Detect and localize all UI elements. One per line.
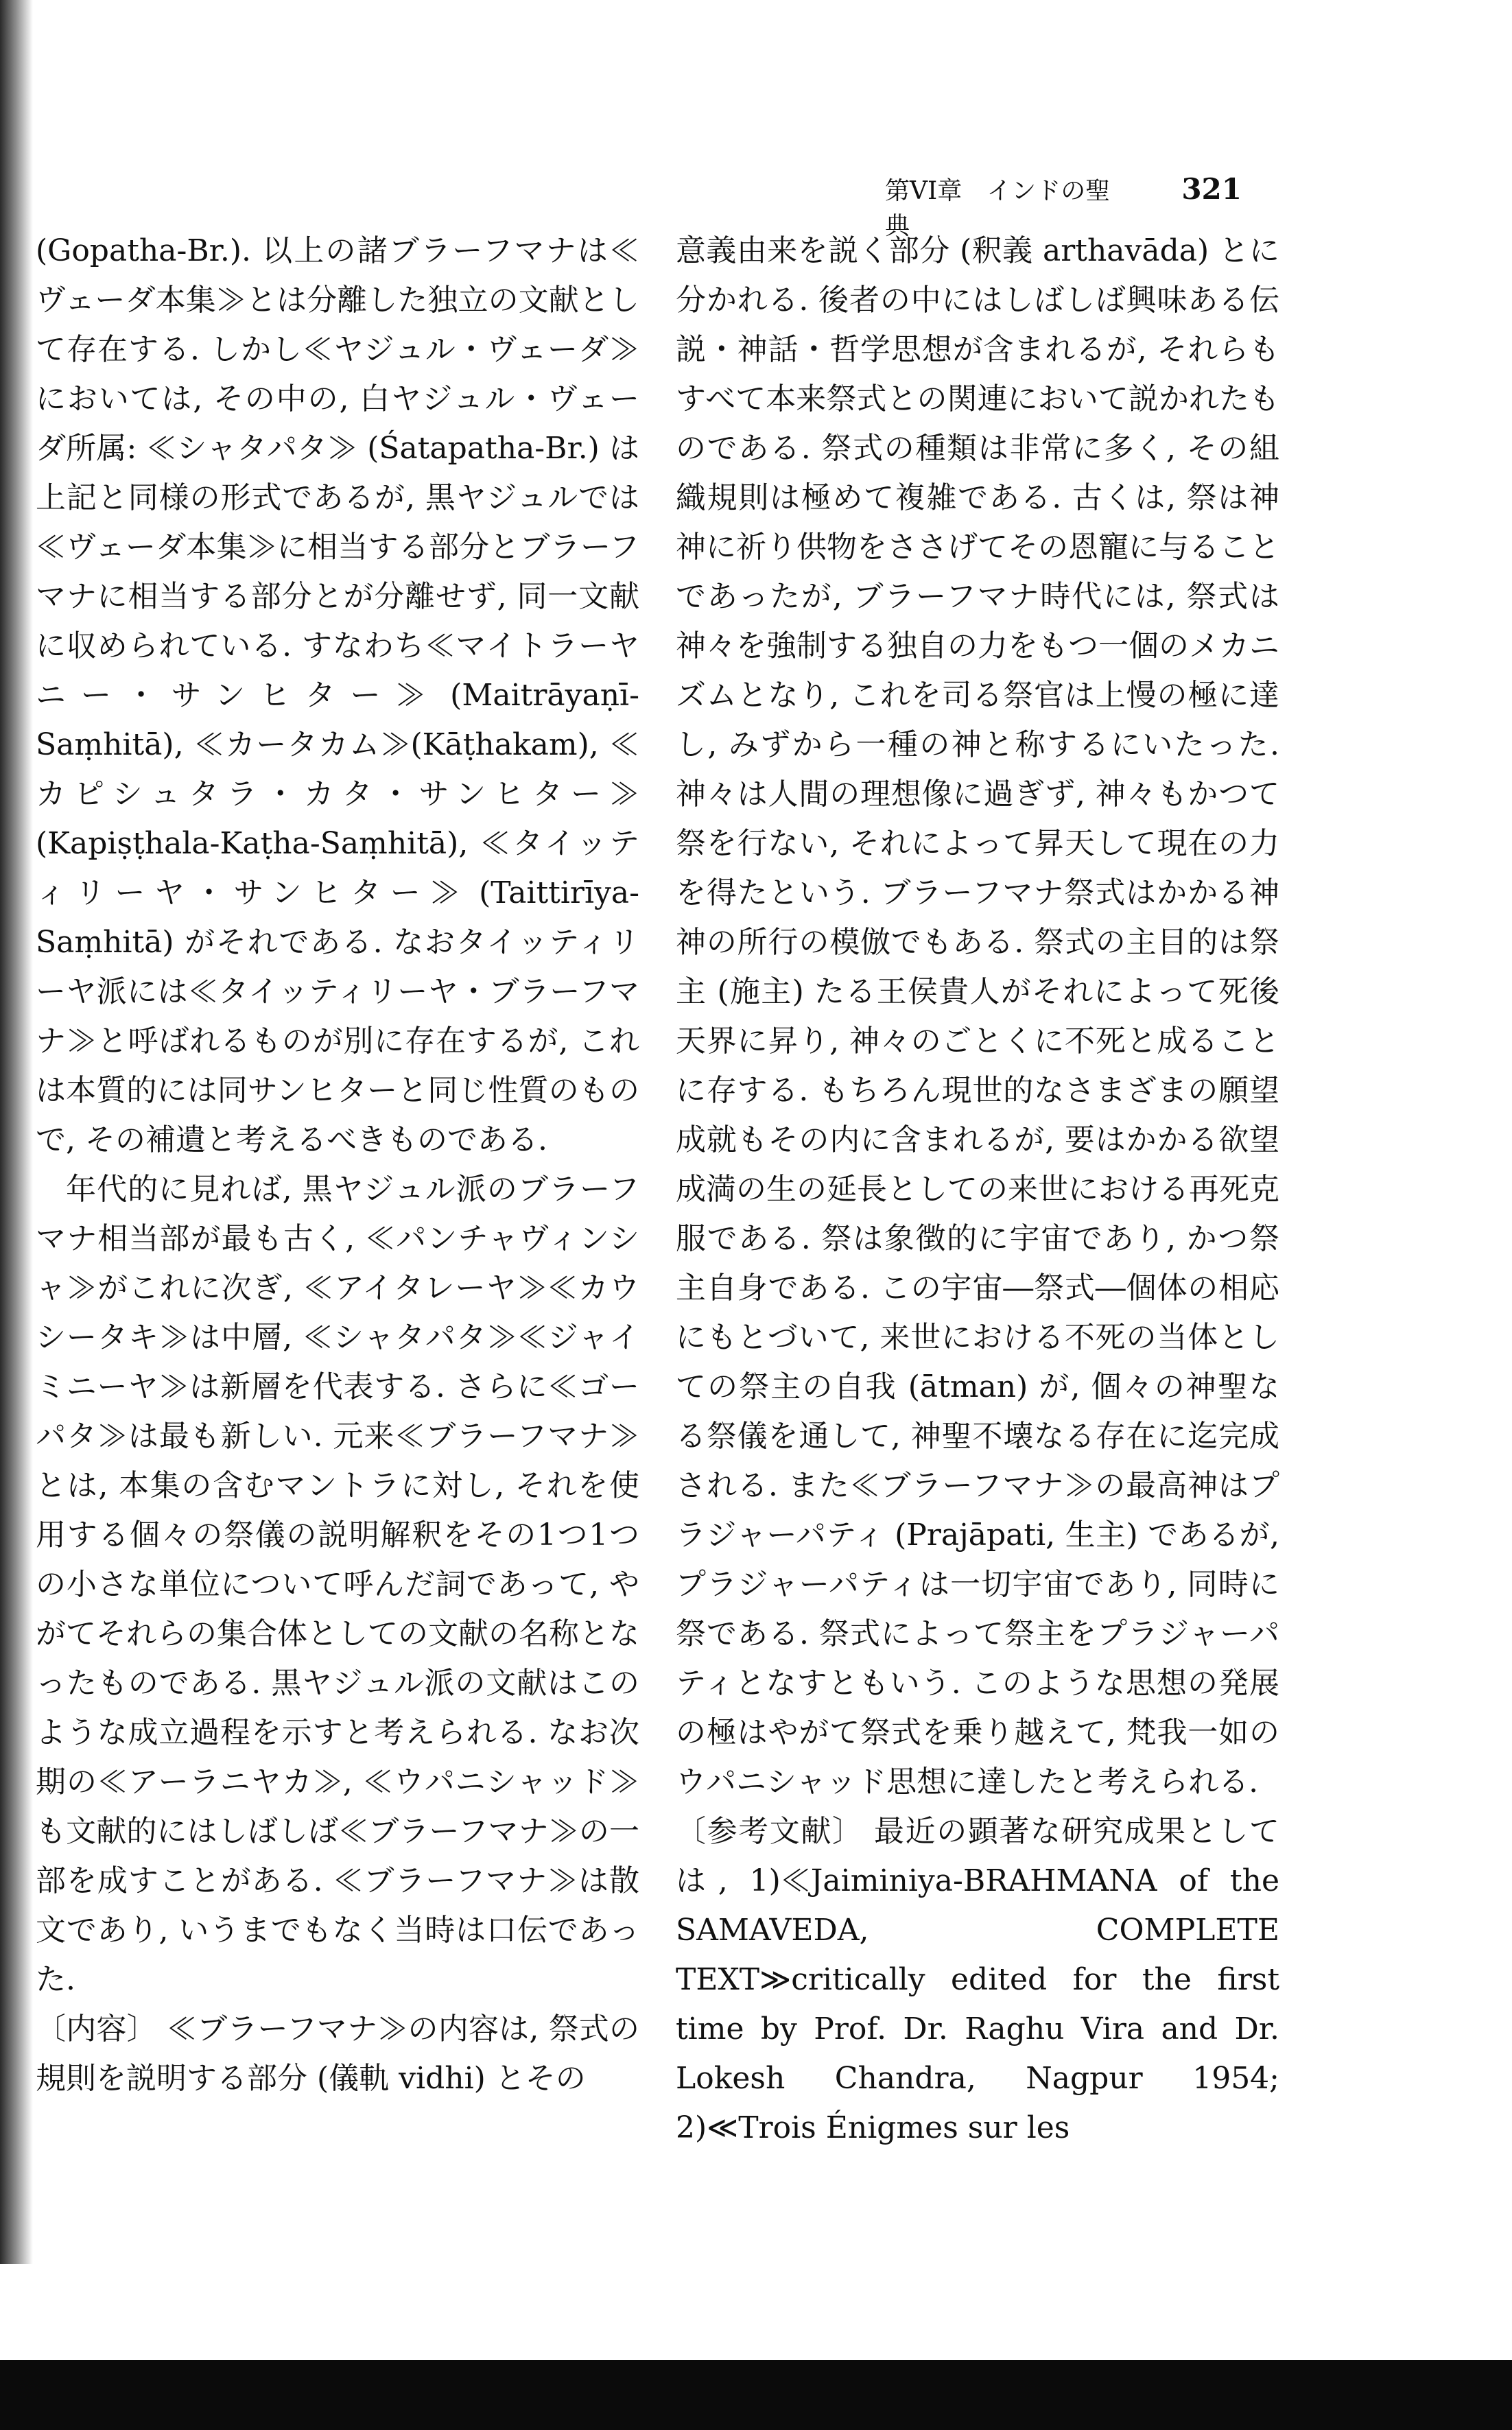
page-number: 321: [1181, 172, 1242, 206]
left-column: [36, 226, 639, 2103]
paragraph: 〔参考文献〕 最近の顕著な研究成果としては, 1)≪Jaiminiya-BRAHMANA of the SAMAVEDA, COMPLETE TEXT≫critically edited for the first time by Prof. Dr. Raghu Vira and Dr. Lokesh Chandra, Nagpur 1954; 2)≪Trois Énigmes sur les: [676, 1814, 1279, 2145]
paragraph: 意義由来を説く部分 (釈義 arthavāda) とに分かれる. 後者の中にはしばしば興味ある伝説・神話・哲学思想が含まれるが, それらもすべて本来祭式との関連において説かれたものである. 祭式の種類は非常に多く, その組織規則は極めて複雑である. 古くは, 祭は神神に祈り供物をささげてその恩寵に与ることであったが, ブラーフマナ時代には, 祭式は神々を強制する独自の力をもつ一個のメカニズムとなり, これを司る祭官は上慢の極に達し, みずから一種の神と称するにいたった. 神々は人間の理想像に過ぎず, 神々もかつて祭を行ない, それによって昇天して現在の力を得たという. ブラーフマナ祭式はかかる神神の所行の模倣でもある. 祭式の主目的は祭主 (施主) たる王侯貴人がそれによって死後天界に昇り, 神々のごとくに不死と成ることに存する. もちろん現世的なさまざまの願望成就もその内に含まれるが, 要はかかる欲望成満の生の延長としての来世における再死克服である. 祭は象徴的に宇宙であり, かつ祭主自身である. この宇宙―祭式―個体の相応にもとづいて, 来世における不死の当体としての祭主の自我 (ātman) が, 個々の神聖なる祭儀を通して, 神聖不壊なる存在に迄完成される. また≪ブラーフマナ≫の最高神はプラジャーパティ (Prajāpati, 生主) であるが, プラジャーパティは一切宇宙であり, 同時に祭である. 祭式によって祭主をプラジャーパティとなすともいう. このような思想の発展の極はやがて祭式を乗り越えて, 梵我一如のウパニシャッド思想に達したと考えられる.: [676, 233, 1279, 1800]
scan-edge-shadow: [0, 0, 33, 2264]
paragraph: 年代的に見れば, 黒ヤジュル派のブラーフマナ相当部が最も古く, ≪パンチャヴィンシャ≫がこれに次ぎ, ≪アイタレーヤ≫≪カウシータキ≫は中層, ≪シャタパタ≫≪ジャイミニーヤ≫は新層を代表する. さらに≪ゴーパタ≫は最も新しい. 元来≪ブラーフマナ≫とは, 本集の含むマントラに対し, それを使用する個々の祭儀の説明解釈をその1つ1つの小さな単位について呼んだ詞であって, やがてそれらの集合体としての文献の名称となったものである. 黒ヤジュル派の文献はこのような成立過程を示すと考えられる. なお次期の≪アーラニヤカ≫, ≪ウパニシャッド≫も文献的にはしばしば≪ブラーフマナ≫の一部を成すことがある. ≪ブラーフマナ≫は散文であり, いうまでもなく当時は口伝であった.: [36, 1172, 639, 1997]
right-column: [676, 226, 1279, 2153]
scan-bottom-border: [0, 2360, 1512, 2430]
chapter-title: 第VI章 インドの聖典: [885, 177, 1111, 240]
paragraph: 〔内容〕 ≪ブラーフマナ≫の内容は, 祭式の規則を説明する部分 (儀軌 vidhi) とその: [36, 2012, 639, 2096]
paragraph: (Gopatha-Br.). 以上の諸ブラーフマナは≪ヴェーダ本集≫とは分離した独立の文献として存在する. しかし≪ヤジュル・ヴェーダ≫においては, その中の, 白ヤジュル・ヴェーダ所属: ≪シャタパタ≫ (Śatapatha-Br.) は上記と同様の形式であるが, 黒ヤジュルでは≪ヴェーダ本集≫に相当する部分とブラーフマナに相当する部分とが分離せず, 同一文献に収められている. すなわち≪マイトラーヤニー・サンヒター≫ (Maitrāyaṇī-Saṃhitā), ≪カータカム≫(Kāṭhakam), ≪カピシュタラ・カタ・サンヒター≫ (Kapiṣṭhala-Kaṭha-Saṃhitā), ≪タイッティリーヤ・サンヒター≫ (Taittirīya-Saṃhitā) がそれである. なおタイッティリーヤ派には≪タイッティリーヤ・ブラーフマナ≫と呼ばれるものが別に存在するが, これは本質的には同サンヒターと同じ性質のもので, その補遺と考えるべきものである.: [36, 233, 639, 1157]
running-header: [885, 172, 1242, 240]
